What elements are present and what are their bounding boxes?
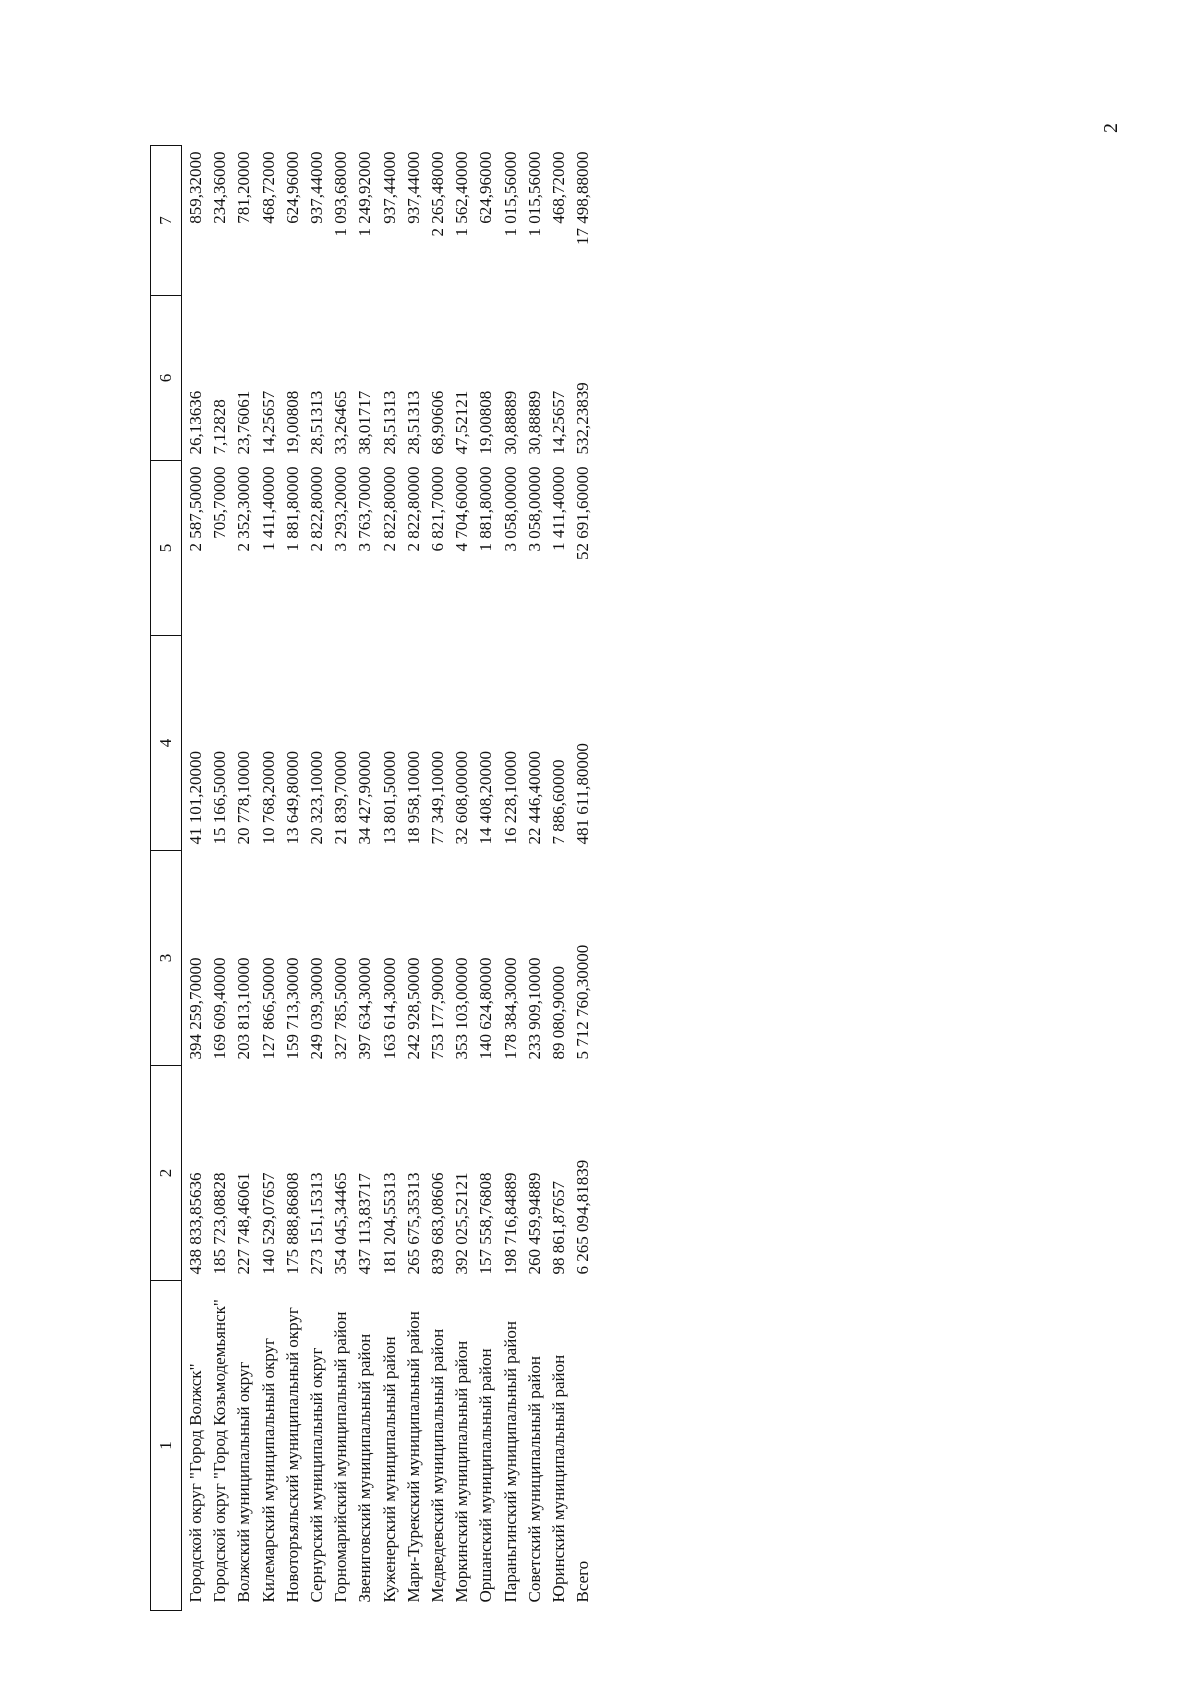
row-name-cell: Куженерский муниципальный район [379,1336,399,1603]
table-row [257,146,281,1611]
value-cell-c5: 1 411,40000 [549,466,569,551]
value-cell-c4: 34 427,90000 [355,751,375,845]
value-cell-c4: 13 801,50000 [379,751,399,845]
value-cell-c4: 481 611,80000 [573,743,593,845]
value-cell-c6: 26,13636 [186,390,205,455]
row-name-cell: Оршанский муниципальный район [476,1348,496,1603]
value-cell-c5: 6 821,70000 [428,466,448,552]
column-header: 3 [151,851,182,1066]
value-cell-c7: 17 498,88000 [573,151,593,245]
value-cell-c6: 30,88889 [500,390,520,455]
value-cell-c4: 16 228,10000 [500,751,520,845]
value-cell-c4: 41 101,20000 [186,751,205,845]
value-cell-c2: 98 861,87657 [549,1181,569,1275]
table-row [426,146,450,1611]
value-cell-c3: 233 909,10000 [524,957,544,1060]
value-cell-c6: 19,00808 [282,390,302,455]
column-header: 4 [151,636,182,851]
table-row [450,146,474,1611]
value-cell-c2: 265 675,35313 [403,1172,423,1275]
table-row [499,146,523,1611]
value-cell-c4: 10 768,20000 [258,751,278,845]
value-cell-c5: 52 691,60000 [573,466,593,560]
value-cell-c3: 394 259,70000 [186,957,205,1060]
value-cell-c7: 1 249,92000 [355,151,375,237]
table-row [353,146,377,1611]
header-row [151,146,182,1611]
table-row [208,146,232,1611]
value-cell-c7: 1 562,40000 [452,151,472,237]
value-cell-c4: 7 886,60000 [549,759,569,845]
row-name-cell: Медведевский муниципальный район [428,1328,448,1603]
value-cell-c3: 753 177,90000 [428,957,448,1060]
row-name-cell: Звениговский муниципальный район [355,1333,375,1603]
table-row [523,146,547,1611]
value-cell-c7: 2 265,48000 [428,151,448,237]
value-cell-c7: 624,96000 [282,151,302,224]
value-cell-c6: 30,88889 [524,390,544,455]
value-cell-c6: 23,76061 [234,390,254,455]
value-cell-c2: 140 529,07657 [258,1172,278,1275]
row-name-cell: Советский муниципальный район [524,1356,544,1603]
value-cell-c3: 163 614,30000 [379,957,399,1060]
column-header: 1 [151,1281,182,1611]
value-cell-c5: 4 704,60000 [452,466,472,552]
column-header: 7 [151,146,182,296]
value-cell-c3: 242 928,50000 [403,957,423,1060]
value-cell-c6: 47,52121 [452,390,472,455]
value-cell-c5: 705,70000 [210,466,230,539]
value-cell-c3: 140 624,80000 [476,957,496,1060]
value-cell-c7: 937,44000 [403,151,423,224]
value-cell-c7: 468,72000 [549,151,569,224]
value-cell-c7: 1 015,56000 [524,151,544,237]
value-cell-c7: 937,44000 [307,151,327,224]
page-number: 2 [1100,123,1122,133]
value-cell-c2: 175 888,86808 [282,1172,302,1275]
value-cell-c2: 198 716,84889 [500,1172,520,1275]
value-cell-c2: 185 723,08828 [210,1172,230,1275]
row-name-cell: Юринский муниципальный район [549,1354,569,1603]
table-row [232,146,256,1611]
value-cell-c6: 7,12828 [210,399,230,455]
value-cell-c5: 2 822,80000 [403,466,423,552]
row-name-cell: Килемарский муниципальный округ [258,1338,278,1603]
value-cell-c2: 839 683,08606 [428,1172,448,1275]
value-cell-c5: 2 822,80000 [307,466,327,552]
table-row [305,146,329,1611]
table-row [402,146,426,1611]
value-cell-c4: 22 446,40000 [524,751,544,845]
value-cell-c6: 28,51313 [307,390,327,455]
value-cell-c2: 6 265 094,81839 [573,1159,593,1275]
value-cell-c3: 178 384,30000 [500,957,520,1060]
value-cell-c4: 21 839,70000 [331,751,351,845]
value-cell-c5: 1 411,40000 [258,466,278,551]
value-cell-c6: 28,51313 [403,390,423,455]
value-cell-c5: 1 881,80000 [476,466,496,552]
table-row [571,146,595,1611]
value-cell-c3: 397 634,30000 [355,957,375,1060]
data-table [150,145,595,1611]
value-cell-c2: 273 151,15313 [307,1172,327,1275]
column-header: 5 [151,461,182,636]
table-row [547,146,571,1611]
table-body [182,146,596,1611]
value-cell-c2: 437 113,83717 [355,1173,375,1275]
value-cell-c4: 15 166,50000 [210,751,230,845]
value-cell-c3: 89 080,90000 [549,966,569,1060]
value-cell-c4: 20 778,10000 [234,751,254,845]
value-cell-c7: 859,32000 [186,151,205,224]
table-row [474,146,498,1611]
value-cell-c7: 468,72000 [258,151,278,224]
value-cell-c4: 14 408,20000 [476,751,496,845]
value-cell-c5: 3 058,00000 [524,466,544,552]
column-header: 6 [151,296,182,461]
row-name-cell: Городской округ "Город Волжск" [186,1363,205,1603]
value-cell-c3: 5 712 760,30000 [573,944,593,1060]
row-name-cell: Новоторъяльский муниципальный округ [282,1307,302,1603]
column-header: 2 [151,1066,182,1281]
value-cell-c5: 3 763,70000 [355,466,375,552]
value-cell-c6: 532,23839 [573,382,593,455]
value-cell-c3: 159 713,30000 [282,957,302,1060]
value-cell-c5: 2 587,50000 [186,466,205,552]
value-cell-c6: 14,25657 [258,390,278,455]
value-cell-c6: 28,51313 [379,390,399,455]
value-cell-c7: 624,96000 [476,151,496,224]
value-cell-c5: 3 293,20000 [331,466,351,552]
table-row [378,146,402,1611]
value-cell-c3: 353 103,00000 [452,957,472,1060]
value-cell-c2: 438 833,85636 [186,1172,205,1275]
value-cell-c2: 354 045,34465 [331,1172,351,1275]
value-cell-c3: 327 785,50000 [331,957,351,1060]
value-cell-c6: 14,25657 [549,390,569,455]
value-cell-c7: 1 093,68000 [331,151,351,237]
table-row [182,146,209,1611]
value-cell-c6: 33,26465 [331,390,351,455]
value-cell-c3: 169 609,40000 [210,957,230,1060]
value-cell-c7: 1 015,56000 [500,151,520,237]
value-cell-c6: 38,01717 [355,390,375,455]
value-cell-c4: 77 349,10000 [428,751,448,845]
row-name-cell: Городской округ "Город Козьмодемьянск" [210,1299,230,1603]
value-cell-c2: 392 025,52121 [452,1172,472,1275]
row-name-cell: Моркинский муниципальный район [452,1340,472,1603]
value-cell-c6: 68,90606 [428,390,448,455]
value-cell-c4: 20 323,10000 [307,751,327,845]
row-name-cell: Всего [573,1560,593,1603]
value-cell-c2: 181 204,55313 [379,1172,399,1275]
row-name-cell: Горномарийский муниципальный район [331,1311,351,1603]
table-row [281,146,305,1611]
value-cell-c2: 157 558,76808 [476,1172,496,1275]
value-cell-c7: 781,20000 [234,151,254,224]
row-name-cell: Сернурский муниципальный округ [307,1347,327,1603]
value-cell-c6: 19,00808 [476,390,496,455]
row-name-cell: Волжский муниципальный округ [234,1361,254,1603]
value-cell-c7: 937,44000 [379,151,399,224]
value-cell-c5: 2 822,80000 [379,466,399,552]
row-name-cell: Параньгинский муниципальный район [500,1321,520,1603]
value-cell-c2: 260 459,94889 [524,1172,544,1275]
value-cell-c5: 2 352,30000 [234,466,254,552]
row-name-cell: Мари-Турекский муниципальный район [403,1311,423,1603]
value-cell-c7: 234,36000 [210,151,230,224]
rotated-table-container [150,146,610,1611]
value-cell-c3: 203 813,10000 [234,957,254,1060]
value-cell-c5: 1 881,80000 [282,466,302,552]
value-cell-c4: 18 958,10000 [403,751,423,845]
value-cell-c4: 13 649,80000 [282,751,302,845]
value-cell-c2: 227 748,46061 [234,1172,254,1275]
value-cell-c5: 3 058,00000 [500,466,520,552]
value-cell-c3: 249 039,30000 [307,957,327,1060]
value-cell-c3: 127 866,50000 [258,957,278,1060]
value-cell-c4: 32 608,00000 [452,751,472,845]
table-row [329,146,353,1611]
